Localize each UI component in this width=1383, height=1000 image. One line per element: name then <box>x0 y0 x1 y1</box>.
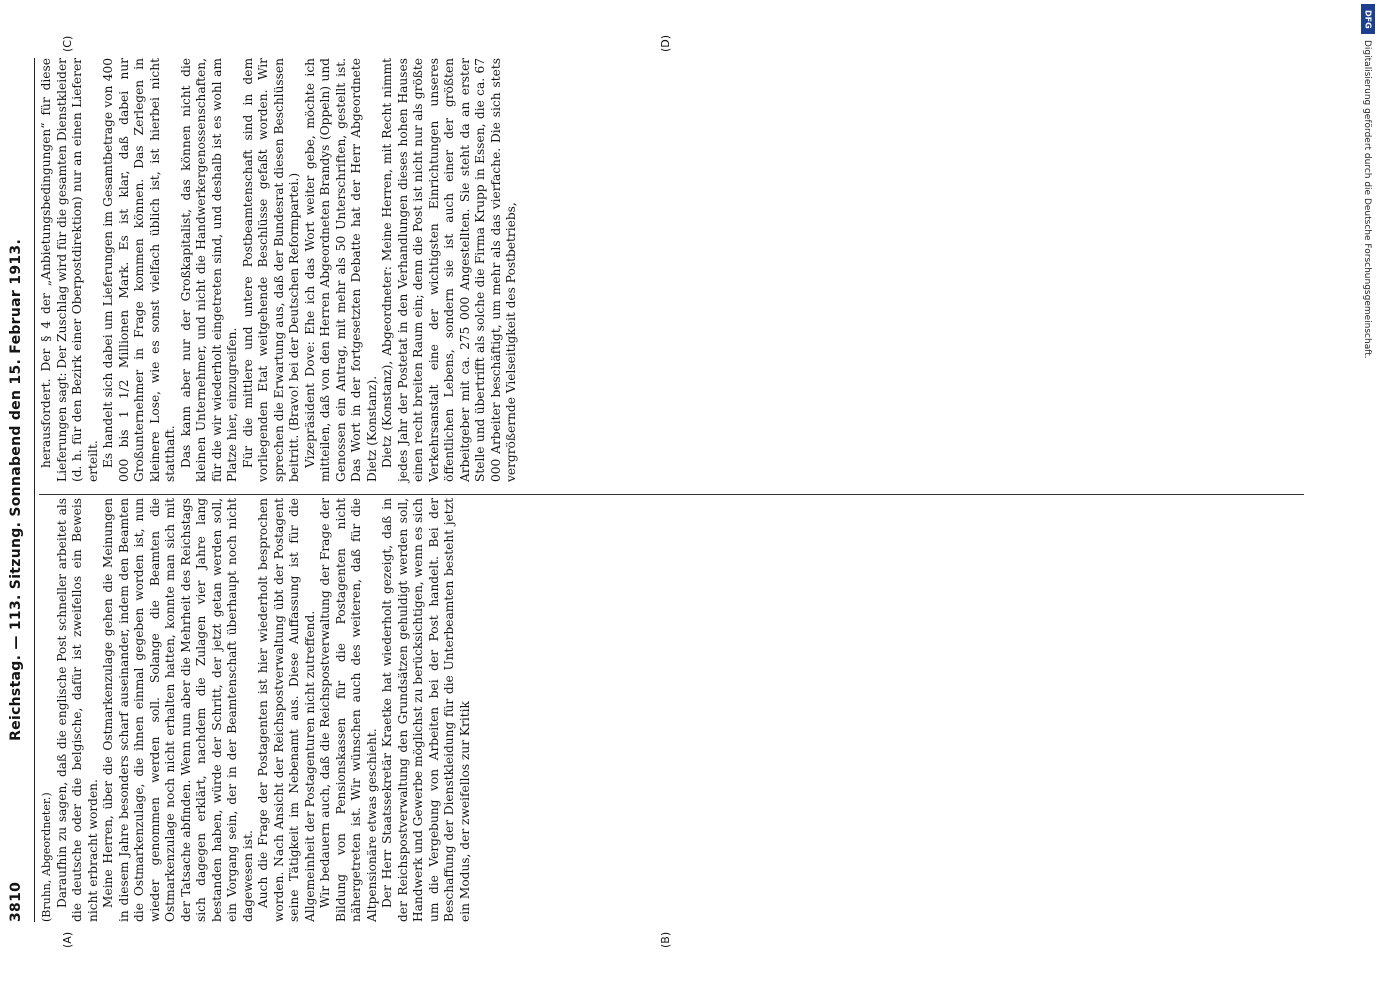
column-divider <box>39 494 1304 495</box>
page-header <box>8 58 35 922</box>
speaker-tag: (Bruhn, Abgeordneter.) <box>40 792 53 922</box>
paragraph: herausfordert. Der § 4 der „Anbietungsbedingungen“ für diese Lieferungen sagt: Der Zuschlag wird für die gesamten Dienstkleider (d. h. für den Bezirk einer Oberpostdirektion) nur an einen Lieferer erteilt. <box>39 58 100 482</box>
paragraph: Daraufhin zu sagen, daß die englische Post schneller arbeitet als die deutsche oder die belgische, dafür ist zweifellos ein Beweis nicht erbracht worden. <box>54 498 100 922</box>
paragraph: Meine Herren, über die Ostmarkenzulage gehen die Meinungen in diesem Jahre besonders scharf auseinander, indem den Beamten die Ostmarkenzulage, die ihnen einmal gegeben worden ist, nun wieder genommen werden soll. Solange die Beamten die Ostmarkenzulage noch nicht erhalten hatten, konnte man sich mit der Tatsache abfinden. Wenn nun aber die Mehrheit des Reichstags sich dagegen erklärt, nachdem die Zulagen vier Jahre lang bestanden haben, würde der Schritt, der jetzt getan werden soll, ein Vorgang sein, der in der Beamtenschaft überhaupt noch nicht dagewesen ist. <box>101 498 255 922</box>
left-column <box>39 498 1304 922</box>
paragraph: Es handelt sich dabei um Lieferungen im Gesamtbetrage von 400 000 bis 1 1/2 Millionen Mark. Es ist klar, daß dabei nur Großunternehmer in Frage kommen können. Das Zerlegen in kleinere Lose, wie es sonst vielfach üblich ist, ist hierbei nicht statthaft. <box>101 58 177 482</box>
paragraph: Für die mittlere und untere Postbeamtenschaft sind in dem vorliegenden Etat weitgehende Beschlüsse gefaßt worden. Wir sprechen die Erwartung aus, daß der Bundesrat diesen Beschlüssen beitritt. (Bravo! bei der Deutschen Reformpartei.) <box>240 58 301 482</box>
margin-marker-d: (D) <box>659 34 672 52</box>
credit-text: Digitalisierung gefördert durch die Deutsche Forschungsgemeinschaft. <box>1362 40 1372 359</box>
paragraph: Der Herr Staatssekretär Kraetke hat wiederholt gezeigt, daß in der Reichspostverwaltung den Grundsätzen gehuldigt werden soll, Handwerk und Gewerbe möglichst zu berücksichtigen, wenn es sich um die Vergebung von Arbeiten bei der Post handelt. Bei der Beschaffung der Dienstkleidung für die Unterbeamten besteht jetzt ein Modus, der zweifellos zur Kritik <box>380 498 472 922</box>
paragraph: Vizepräsident Dove: Ehe ich das Wort weiter gebe, möchte ich mitteilen, daß von den Herren Abgeordneten Brandys (Oppeln) und Genossen ein Antrag, mit mehr als 50 Unterschriften, gestellt ist. Das Wort in der fortgesetzten Debatte hat der Herr Abgeordnete Dietz (Konstanz). <box>302 58 379 482</box>
paragraph: Dietz (Konstanz), Abgeordneter: Meine Herren, mit Recht nimmt jedes Jahr der Postetat in den Verhandlungen dieses hohen Hauses einen recht breiten Raum ein; denn die Post ist nicht nur als größte Verkehrsanstalt eine der wichtigsten Einrichtungen unseres öffentlichen Lebens, sondern sie ist auch einer der größten Arbeitgeber mit ca. 275 000 Angestellten. Sie steht da an erster Stelle und übertrifft als solche die Firma Krupp in Essen, die ca. 67 000 Arbeiter beschäftigt, um mehr als das vierfache. Die sich stets vergrößernde Vielseitigkeit des Postbetriebs, <box>380 58 518 482</box>
page-title: Reichstag. — 113. Sitzung. Sonnabend den 15. Februar 1913. <box>8 238 24 741</box>
dfg-logo: DFG <box>1361 4 1375 34</box>
text-columns <box>39 34 1304 948</box>
page-number: 3810 <box>8 881 24 922</box>
margin-marker-b: (B) <box>659 931 672 948</box>
digitization-credit <box>1359 0 1379 1000</box>
paragraph: Auch die Frage der Postagenten ist hier wiederholt besprochen worden. Nach Ansicht der Reichspostverwaltung übt der Postagent seine Tätigkeit im Nebenamt aus. Diese Auffassung ist für die Allgemeinheit der Postagenturen nicht zutreffend. <box>256 498 317 922</box>
margin-marker-c: (C) <box>61 35 74 52</box>
margin-marker-a: (A) <box>61 931 74 948</box>
paragraph: Das kann aber nur der Großkapitalist, das können nicht die kleinen Unternehmer, und nicht die Handwerkergenossenschaften, für die wir wiederholt eingetreten sind, und deshalb ist es wohl am Platze hier, einzugreifen. <box>178 58 239 482</box>
paragraph: Wir bedauern auch, daß die Reichspostverwaltung der Frage der Bildung von Pensionskassen für die Postagenten nicht nähergetreten ist. Wir wünschen auch des weiteren, daß für die Altpensionäre etwas geschieht. <box>318 498 379 922</box>
right-column <box>39 58 1304 482</box>
